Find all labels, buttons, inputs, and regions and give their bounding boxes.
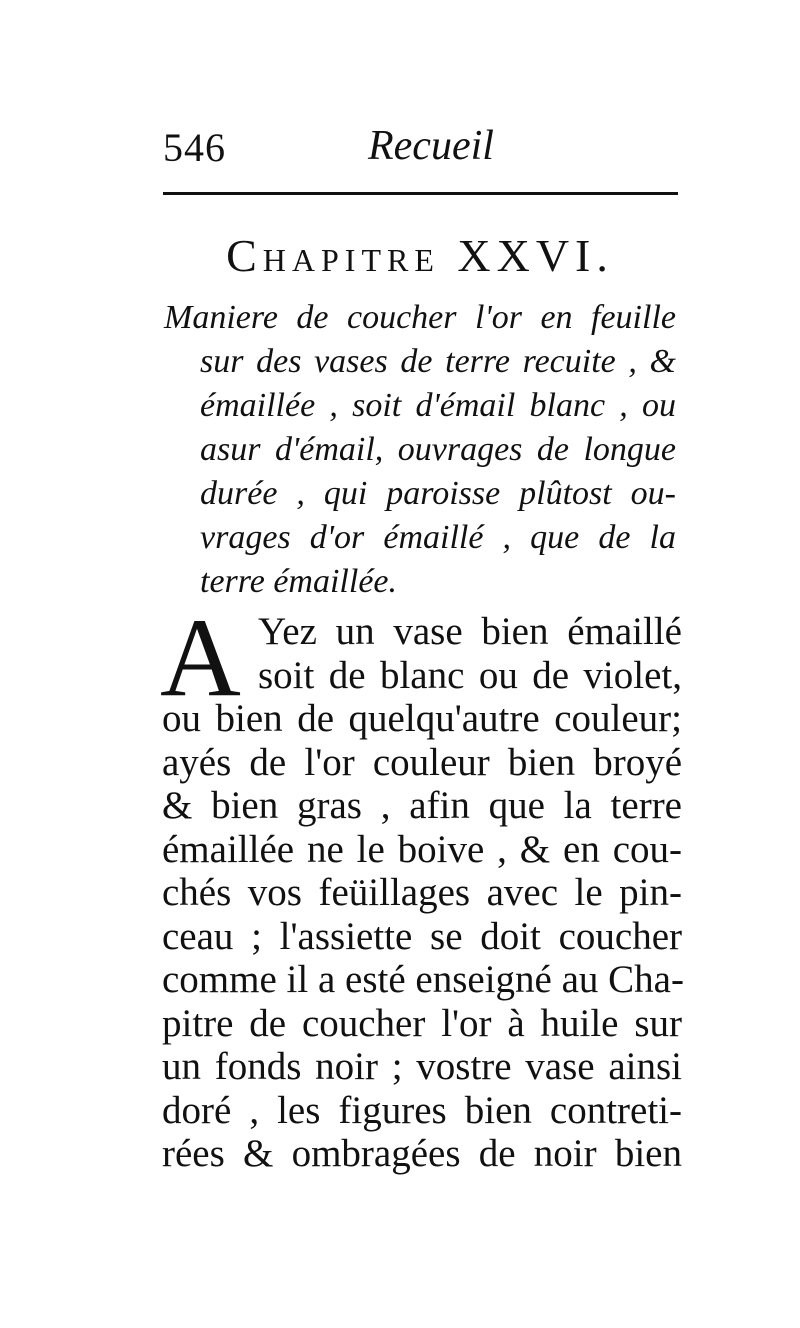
body-line: émaillée ne le boive , & en cou- [162, 827, 682, 871]
subtitle-line: Maniere de coucher l'or en feuille [164, 299, 676, 336]
body-line: rées & ombragées de noir bien [162, 1132, 682, 1175]
body-line: un fonds noir ; vostre vase ainsi [162, 1045, 682, 1088]
chapter-heading: Chapitre XXVI. [226, 230, 614, 281]
chapter-subtitle [164, 296, 676, 604]
subtitle-line: émaillée , soit d'émail blanc , ou [200, 387, 676, 424]
body-line: ou bien de quelqu'autre couleur; [162, 697, 682, 740]
body-line: & bien gras , afin que la terre [162, 784, 682, 827]
drop-cap: A [160, 596, 241, 720]
body-line: ceau ; l'assiette se doit coucher [162, 914, 682, 958]
subtitle-line: terre émaillée. [200, 563, 397, 600]
subtitle-line: durée , qui paroisse plûtost ou- [200, 475, 676, 512]
body-text [160, 596, 684, 1176]
body-line: pitre de coucher l'or à huile sur [162, 1001, 682, 1045]
header-rule [163, 192, 678, 195]
body-line: Yez un vase bien émaillé [258, 610, 682, 653]
subtitle-line: sur des vases de terre recuite , & [200, 343, 676, 380]
body-line: doré , les figures bien contreti- [162, 1088, 682, 1132]
running-head [163, 116, 683, 176]
subtitle-line: vrages d'or émaillé , que de la [200, 519, 676, 556]
body-line: soit de blanc ou de violet, [258, 653, 682, 697]
subtitle-line: asur d'émail, ouvrages de longue [200, 431, 676, 468]
running-title: Recueil [368, 123, 494, 169]
body-line: ayés de l'or couleur bien broyé [162, 740, 682, 784]
body-line: chés vos feüillages avec le pin- [162, 871, 682, 914]
body-line: comme il a esté enseigné au Cha- [162, 958, 684, 1001]
page-number: 546 [163, 125, 226, 170]
